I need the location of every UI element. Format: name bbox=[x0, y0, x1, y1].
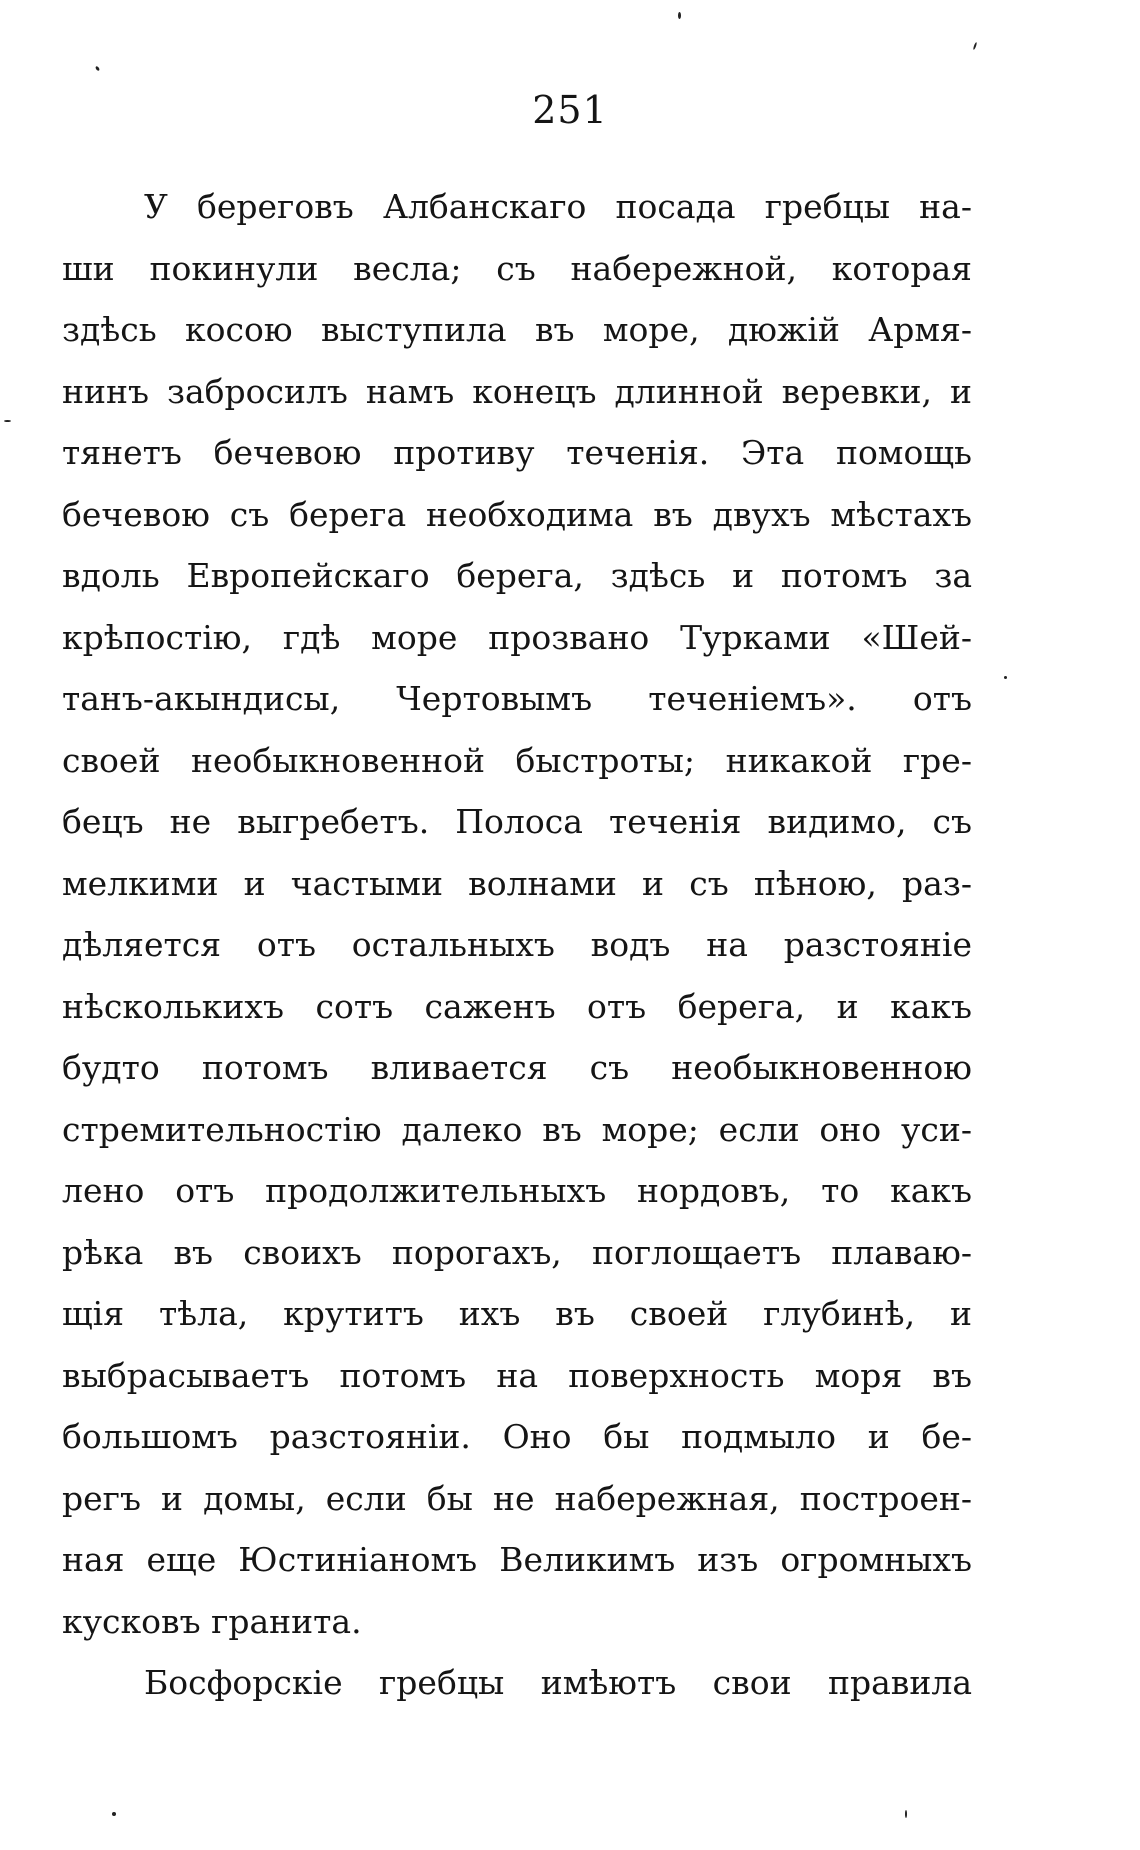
text-line: своей необыкновенной быстроты; никакой гре- bbox=[62, 740, 972, 780]
text-line: кусковъ гранита. bbox=[62, 1601, 362, 1641]
paragraph-2 bbox=[62, 1652, 972, 1714]
text-line: Босфорскіе гребцы имѣютъ свои правила bbox=[144, 1663, 972, 1702]
text-line: бечевою съ берега необходима въ двухъ мѣстахъ bbox=[62, 494, 972, 534]
text-line: крѣпостію, гдѣ море прозвано Турками «Шей- bbox=[62, 617, 972, 657]
scan-speck bbox=[905, 1810, 907, 1818]
text-line: выбрасываетъ потомъ на поверхность моря въ bbox=[62, 1355, 972, 1395]
paragraph-1 bbox=[62, 176, 972, 1652]
text-line: стремительностію далеко въ море; если оно уси- bbox=[62, 1109, 972, 1149]
text-line: щія тѣла, крутитъ ихъ въ своей глубинѣ, и bbox=[62, 1294, 972, 1333]
text-line: рѣка въ своихъ порогахъ, поглощаетъ плаваю- bbox=[62, 1232, 972, 1272]
text-line: ши покинули весла; съ набережной, которая bbox=[62, 248, 972, 288]
scan-speck bbox=[112, 1812, 116, 1816]
text-line: бецъ не выгребетъ. Полоса теченія видимо, съ bbox=[62, 802, 972, 841]
text-line: нинъ забросилъ намъ конецъ длинной веревки, и bbox=[62, 371, 972, 411]
text-line: здѣсь косою выступила въ море, дюжій Армя- bbox=[62, 310, 972, 349]
text-line: дѣляется отъ остальныхъ водъ на разстояніе bbox=[62, 925, 972, 964]
text-line: лено отъ продолжительныхъ нордовъ, то какъ bbox=[62, 1171, 972, 1210]
scan-speck bbox=[95, 66, 100, 72]
text-line: танъ-акындисы, Чертовымъ теченіемъ». отъ bbox=[62, 679, 972, 718]
page-number: 251 bbox=[532, 88, 608, 132]
text-line: У береговъ Албанскаго посада гребцы на- bbox=[144, 187, 972, 226]
text-line: будто потомъ вливается съ необыкновенною bbox=[62, 1048, 972, 1087]
scan-speck bbox=[973, 42, 978, 50]
scan-speck bbox=[678, 12, 681, 19]
page-body bbox=[62, 176, 972, 1714]
scan-speck bbox=[4, 420, 11, 422]
text-line: нѣсколькихъ сотъ саженъ отъ берега, и какъ bbox=[62, 986, 972, 1026]
text-line: ная еще Юстиніаномъ Великимъ изъ огромныхъ bbox=[62, 1540, 972, 1579]
scan-speck bbox=[1004, 676, 1007, 679]
text-line: мелкими и частыми волнами и съ пѣною, раз- bbox=[62, 863, 972, 903]
text-line: вдоль Европейскаго берега, здѣсь и потомъ за bbox=[62, 556, 972, 595]
text-line: большомъ разстояніи. Оно бы подмыло и бе- bbox=[62, 1417, 972, 1456]
text-line: регъ и домы, если бы не набережная, построен- bbox=[62, 1478, 972, 1518]
text-line: тянетъ бечевою противу теченія. Эта помощь bbox=[62, 433, 972, 472]
